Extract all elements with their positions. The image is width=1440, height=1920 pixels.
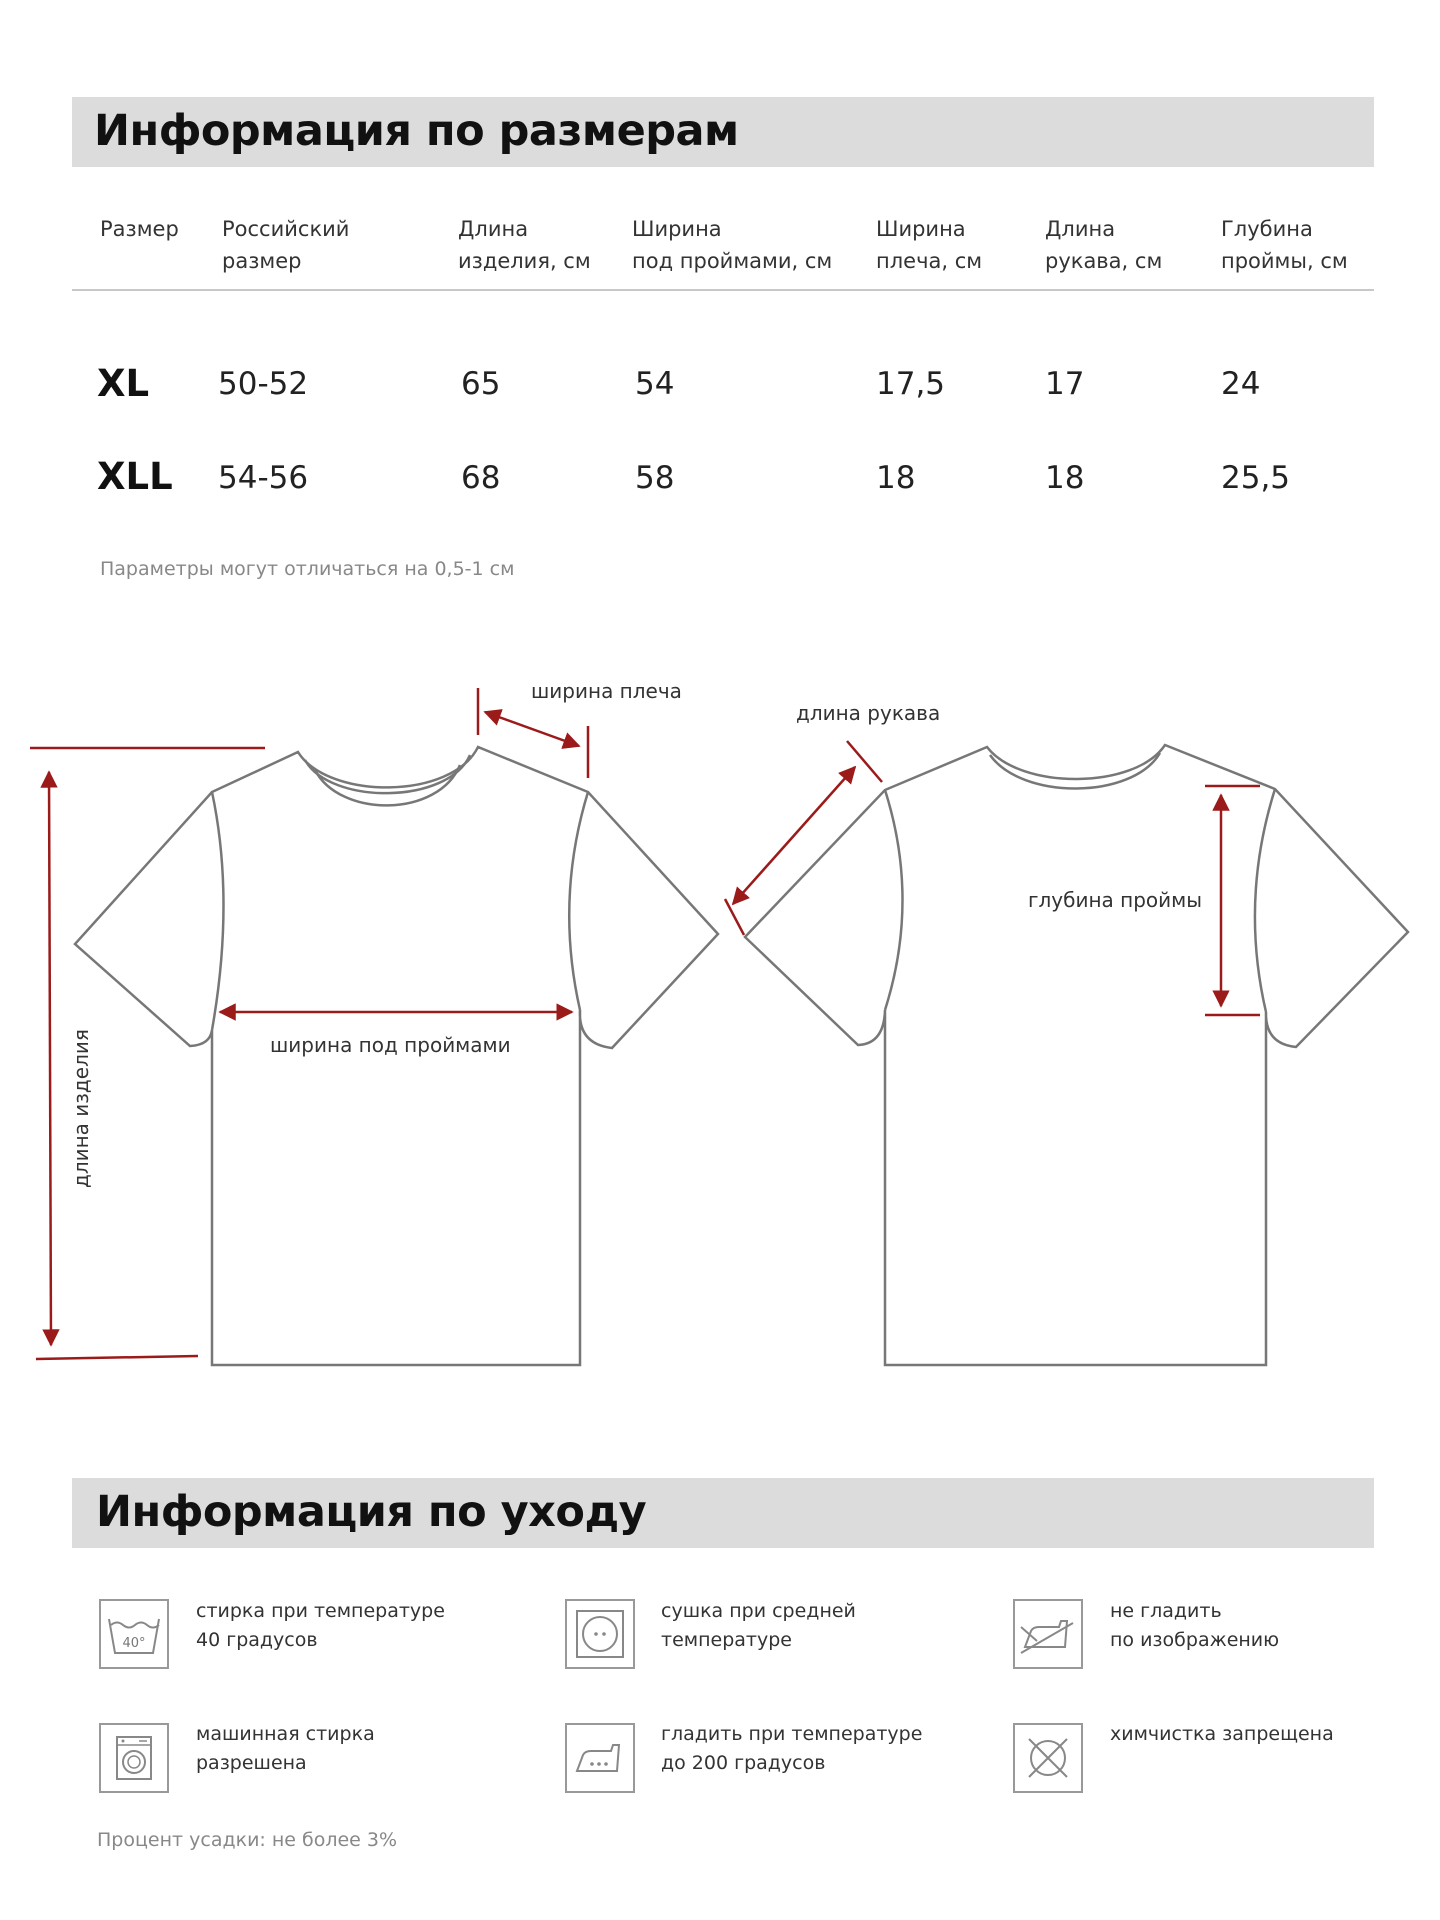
no-iron-print-icon	[1013, 1599, 1083, 1669]
no-dry-clean-icon	[1013, 1723, 1083, 1793]
iron-200-icon	[565, 1723, 635, 1793]
care-text-wash: стирка при температуре 40 градусов	[196, 1600, 445, 1651]
col-header-chest-width: Ширина под проймами, см	[632, 217, 833, 273]
cell-length: 68	[461, 460, 501, 496]
size-info-title: Информация по размерам	[94, 106, 739, 156]
care-text-no-dry-clean: химчистка запрещена	[1110, 1723, 1334, 1745]
label-sleeve-length: длина рукава	[796, 701, 941, 725]
tumble-dry-medium-icon	[565, 1599, 635, 1669]
washing-machine-icon	[99, 1723, 169, 1793]
measure-garment-length	[30, 748, 265, 1359]
cell-chest-width: 54	[635, 366, 675, 402]
care-info-title: Информация по уходу	[96, 1487, 647, 1537]
col-header-shoulder: Ширина плеча, см	[876, 217, 983, 273]
cell-shoulder: 17,5	[876, 366, 946, 402]
care-info-banner	[72, 1478, 1374, 1548]
size-label: XL	[97, 362, 150, 405]
col-header-sleeve: Длина рукава, см	[1045, 217, 1163, 273]
cell-armhole: 25,5	[1221, 460, 1291, 496]
label-armhole-depth: глубина проймы	[1028, 888, 1203, 912]
cell-shoulder: 18	[876, 460, 916, 496]
care-text-dry: сушка при средней температуре	[661, 1600, 856, 1651]
label-shoulder-width: ширина плеча	[531, 679, 682, 703]
cell-chest-width: 58	[635, 460, 675, 496]
care-text-machine: машинная стирка разрешена	[196, 1723, 375, 1774]
measure-armhole-depth	[1205, 786, 1260, 1015]
col-header-length: Длина изделия, см	[458, 217, 591, 273]
measure-sleeve-length	[725, 741, 882, 935]
label-garment-length: длина изделия	[69, 1029, 93, 1188]
cell-sleeve: 18	[1045, 460, 1085, 496]
label-chest-width: ширина под проймами	[270, 1033, 511, 1057]
wash-40-icon	[99, 1599, 169, 1669]
tshirt-back-outline	[745, 745, 1408, 1365]
cell-ru-size: 50-52	[218, 366, 309, 402]
size-label: XLL	[97, 455, 173, 498]
col-header-size: Размер	[100, 217, 179, 241]
care-text-iron: гладить при температуре до 200 градусов	[661, 1723, 923, 1774]
size-note: Параметры могут отличаться на 0,5-1 см	[100, 558, 515, 580]
cell-ru-size: 54-56	[218, 460, 309, 496]
col-header-ru-size: Российский размер	[222, 217, 350, 273]
wash-temp-badge: 40°	[122, 1636, 146, 1651]
col-header-armhole: Глубина проймы, см	[1221, 217, 1348, 273]
cell-armhole: 24	[1221, 366, 1261, 402]
care-text-no-iron: не гладить по изображению	[1110, 1600, 1280, 1651]
cell-sleeve: 17	[1045, 366, 1085, 402]
cell-length: 65	[461, 366, 501, 402]
shrinkage-note: Процент усадки: не более 3%	[97, 1829, 398, 1851]
